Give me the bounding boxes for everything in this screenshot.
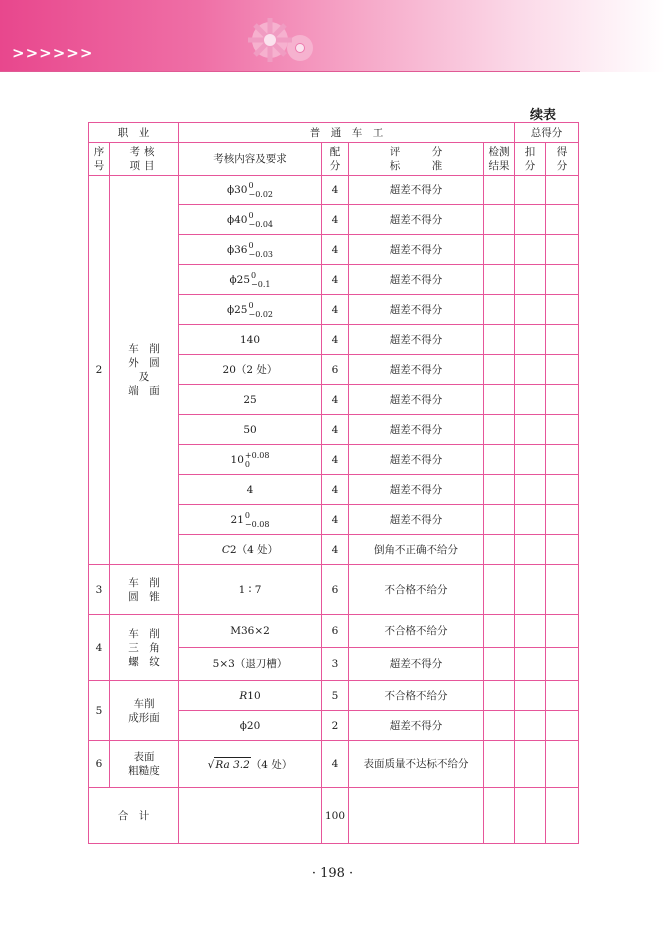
row-criteria: 超差不得分	[349, 235, 484, 265]
row-content: 21 0 −0.08	[179, 505, 322, 535]
gear-icon	[228, 10, 328, 72]
row-content: ϕ25 0 −0.1	[179, 265, 322, 295]
header-content: 考核内容及要求	[179, 143, 322, 176]
row-got	[546, 325, 579, 355]
table-row	[89, 565, 579, 615]
row-score: 4	[322, 535, 349, 565]
row-seq: 6	[89, 741, 110, 788]
row-result	[484, 741, 515, 788]
row-content: M36×2	[179, 615, 322, 648]
row-result	[484, 505, 515, 535]
row-seq: 2	[89, 176, 110, 565]
row-result	[484, 535, 515, 565]
row-deduct	[515, 535, 546, 565]
row-score: 4	[322, 205, 349, 235]
total-result	[484, 788, 515, 844]
header-criteria: 评 分 标 准	[349, 143, 484, 176]
row-result	[484, 325, 515, 355]
row-score: 2	[322, 711, 349, 741]
row-got	[546, 355, 579, 385]
row-score: 6	[322, 615, 349, 648]
row-criteria: 表面质量不达标不给分	[349, 741, 484, 788]
total-deduct	[515, 788, 546, 844]
row-deduct	[515, 295, 546, 325]
total-label: 合 计	[89, 788, 179, 844]
row-result	[484, 681, 515, 711]
total-content	[179, 788, 322, 844]
row-got	[546, 475, 579, 505]
row-content: 25	[179, 385, 322, 415]
row-score: 5	[322, 681, 349, 711]
row-criteria: 超差不得分	[349, 205, 484, 235]
row-result	[484, 385, 515, 415]
row-result	[484, 565, 515, 615]
row-content: ϕ20	[179, 711, 322, 741]
header-result: 检测 结果	[484, 143, 515, 176]
row-got	[546, 295, 579, 325]
header-score: 配 分	[322, 143, 349, 176]
row-content: R10	[179, 681, 322, 711]
row-got	[546, 615, 579, 648]
row-got	[546, 385, 579, 415]
row-item: 车 削 圆 锥	[110, 565, 179, 615]
row-item: 车 削 三 角 螺 纹	[110, 615, 179, 681]
total-score: 100	[322, 788, 349, 844]
row-item: 车 削 外 圆 及 端 面	[110, 176, 179, 565]
row-criteria: 超差不得分	[349, 711, 484, 741]
table-row	[89, 681, 579, 711]
job-label: 职 业	[89, 123, 179, 143]
row-criteria: 不合格不给分	[349, 681, 484, 711]
row-deduct	[515, 415, 546, 445]
row-result	[484, 205, 515, 235]
row-score: 4	[322, 505, 349, 535]
row-content: 50	[179, 415, 322, 445]
table-row	[89, 176, 579, 205]
row-got	[546, 741, 579, 788]
row-got	[546, 176, 579, 205]
row-got	[546, 535, 579, 565]
row-criteria: 超差不得分	[349, 445, 484, 475]
row-deduct	[515, 265, 546, 295]
job-value: 普 通 车 工	[179, 123, 515, 143]
row-score: 4	[322, 445, 349, 475]
row-score: 4	[322, 475, 349, 505]
row-criteria: 超差不得分	[349, 176, 484, 205]
row-criteria: 超差不得分	[349, 325, 484, 355]
row-seq: 5	[89, 681, 110, 741]
row-got	[546, 445, 579, 475]
row-got	[546, 711, 579, 741]
row-result	[484, 615, 515, 648]
row-deduct	[515, 565, 546, 615]
row-result	[484, 711, 515, 741]
row-criteria: 超差不得分	[349, 265, 484, 295]
row-content: ϕ25 0 −0.02	[179, 295, 322, 325]
row-criteria: 不合格不给分	[349, 615, 484, 648]
row-criteria: 超差不得分	[349, 295, 484, 325]
continued-label: 续表	[530, 108, 557, 123]
row-seq: 4	[89, 615, 110, 681]
row-score: 4	[322, 385, 349, 415]
row-item: 车削 成形面	[110, 681, 179, 741]
assessment-table	[88, 122, 579, 844]
row-criteria: 不合格不给分	[349, 565, 484, 615]
row-got	[546, 681, 579, 711]
row-result	[484, 355, 515, 385]
row-content: √Ra 3.2（4 处）	[179, 741, 322, 788]
row-result	[484, 176, 515, 205]
row-score: 6	[322, 565, 349, 615]
row-content: 1 ∶ 7	[179, 565, 322, 615]
row-score: 4	[322, 176, 349, 205]
row-deduct	[515, 648, 546, 681]
row-criteria: 超差不得分	[349, 415, 484, 445]
row-deduct	[515, 505, 546, 535]
chevrons-decoration: >>>>>>	[12, 44, 94, 62]
row-criteria: 倒角不正确不给分	[349, 535, 484, 565]
header-banner	[0, 0, 665, 72]
row-content: ϕ30 0 −0.02	[179, 176, 322, 205]
row-deduct	[515, 355, 546, 385]
row-got	[546, 648, 579, 681]
total-score-label: 总得分	[515, 123, 579, 143]
row-score: 4	[322, 295, 349, 325]
row-content: ϕ40 0 −0.04	[179, 205, 322, 235]
row-content: 4	[179, 475, 322, 505]
total-criteria	[349, 788, 484, 844]
row-content: C2（4 处）	[179, 535, 322, 565]
row-deduct	[515, 741, 546, 788]
row-criteria: 超差不得分	[349, 385, 484, 415]
row-seq: 3	[89, 565, 110, 615]
row-content: 5×3（退刀槽）	[179, 648, 322, 681]
row-score: 4	[322, 325, 349, 355]
table-row	[89, 741, 579, 788]
row-score: 6	[322, 355, 349, 385]
row-criteria: 超差不得分	[349, 475, 484, 505]
row-got	[546, 505, 579, 535]
total-got	[546, 788, 579, 844]
row-score: 4	[322, 235, 349, 265]
row-content: 10 +0.08 0	[179, 445, 322, 475]
header-seq: 序 号	[89, 143, 110, 176]
row-deduct	[515, 385, 546, 415]
row-result	[484, 415, 515, 445]
row-deduct	[515, 681, 546, 711]
row-result	[484, 475, 515, 505]
row-result	[484, 445, 515, 475]
table-row	[89, 615, 579, 648]
row-deduct	[515, 325, 546, 355]
row-result	[484, 265, 515, 295]
row-criteria: 超差不得分	[349, 648, 484, 681]
header-deduct: 扣 分	[515, 143, 546, 176]
row-deduct	[515, 445, 546, 475]
row-deduct	[515, 176, 546, 205]
row-deduct	[515, 615, 546, 648]
row-got	[546, 415, 579, 445]
row-deduct	[515, 205, 546, 235]
row-content: ϕ36 0 −0.03	[179, 235, 322, 265]
row-score: 3	[322, 648, 349, 681]
row-got	[546, 235, 579, 265]
row-got	[546, 205, 579, 235]
header-got: 得 分	[546, 143, 579, 176]
row-got	[546, 565, 579, 615]
row-deduct	[515, 711, 546, 741]
row-score: 4	[322, 741, 349, 788]
row-item: 表面 粗糙度	[110, 741, 179, 788]
row-deduct	[515, 475, 546, 505]
row-result	[484, 235, 515, 265]
row-result	[484, 295, 515, 325]
header-item: 考核 项目	[110, 143, 179, 176]
row-criteria: 超差不得分	[349, 505, 484, 535]
page-number: · 198 ·	[311, 866, 354, 881]
row-score: 4	[322, 265, 349, 295]
row-content: 20（2 处）	[179, 355, 322, 385]
row-content: 140	[179, 325, 322, 355]
row-criteria: 超差不得分	[349, 355, 484, 385]
row-deduct	[515, 235, 546, 265]
row-result	[484, 648, 515, 681]
row-got	[546, 265, 579, 295]
row-score: 4	[322, 415, 349, 445]
